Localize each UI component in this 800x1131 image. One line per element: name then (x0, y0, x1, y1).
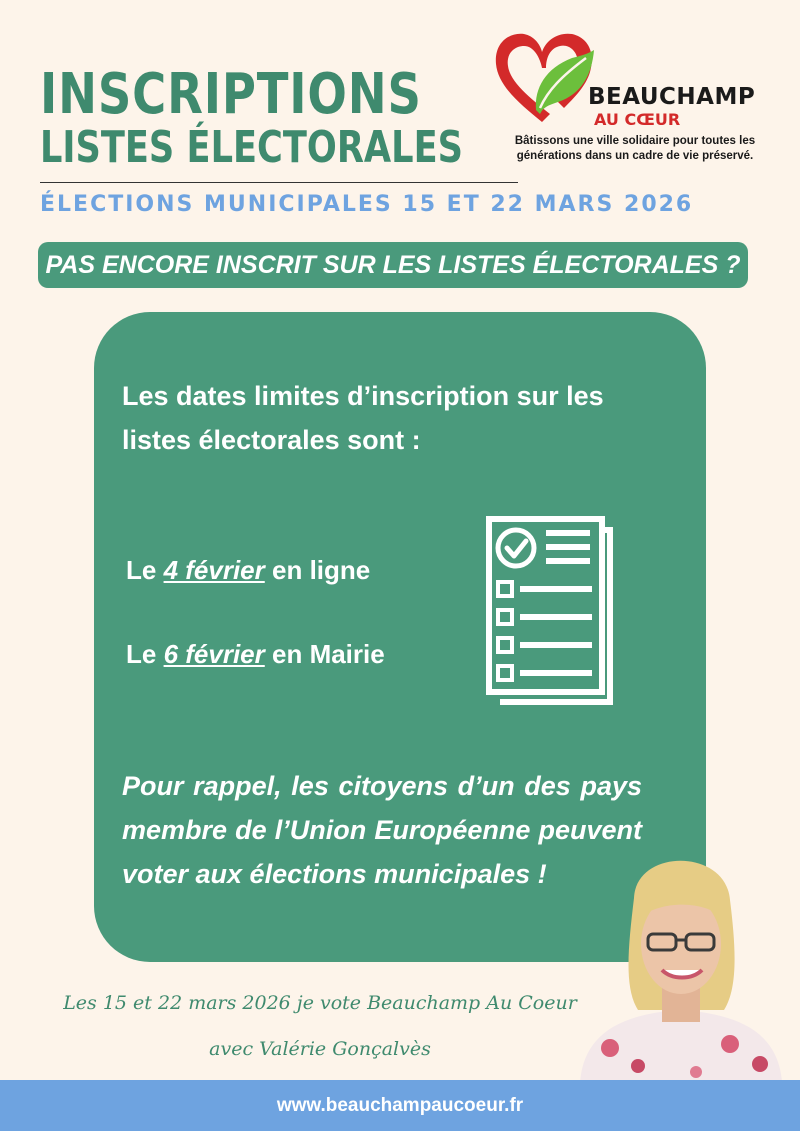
logo-subname: AU CŒUR (594, 110, 681, 129)
title-divider (40, 182, 518, 183)
checklist-icon (486, 516, 616, 706)
logo-tagline: Bâtissons une ville solidaire pour toutes les générations dans un cadre de vie préservé. (514, 135, 756, 162)
vote-signature (40, 980, 600, 1072)
footer-bar (0, 1080, 800, 1131)
page-title-line2: LISTES ÉLECTORALES (40, 122, 464, 173)
page-title-line1: INSCRIPTIONS (40, 62, 422, 127)
election-subtitle: ÉLECTIONS MUNICIPALES 15 ET 22 MARS 2026 (40, 192, 694, 217)
website-link[interactable]: www.beauchampaucoeur.fr (276, 1094, 524, 1116)
logo-name: BEAUCHAMP (588, 84, 756, 110)
banner-text: PAS ENCORE INSCRIT SUR LES LISTES ÉLECTORALES ? (45, 250, 741, 279)
beauchamp-logo (486, 28, 786, 178)
deadline-online (126, 555, 370, 586)
intro-text: Les dates limites d’inscription sur les listes électorales sont : (122, 381, 604, 455)
deadline-date: 6 février (163, 639, 265, 669)
deadline-mairie (126, 639, 385, 670)
deadline-prefix: Le (126, 555, 157, 585)
candidate-portrait (576, 838, 786, 1082)
deadline-date: 4 février (163, 555, 265, 585)
signature-line1: Les 15 et 22 mars 2026 je vote Beauchamp Au Coeur (63, 992, 577, 1014)
heart-leaf-icon (490, 28, 602, 128)
question-banner (38, 242, 748, 288)
deadline-suffix: en Mairie (272, 639, 385, 669)
eu-citizens-reminder: Pour rappel, les citoyens d’un des pays membre de l’Union Européenne peuvent voter aux élections municipales ! (122, 771, 642, 889)
signature-line2: avec Valérie Gonçalvès (209, 1038, 431, 1060)
deadline-prefix: Le (126, 639, 157, 669)
deadline-suffix: en ligne (272, 555, 371, 585)
